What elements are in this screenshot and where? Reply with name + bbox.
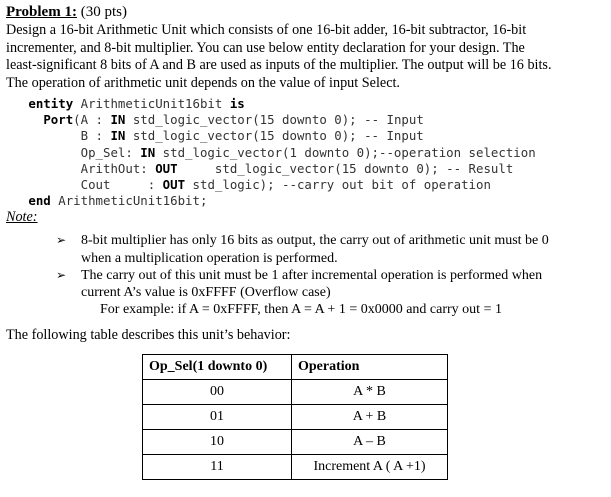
keyword-out: OUT — [155, 160, 178, 176]
operation-cell: A * B — [292, 380, 448, 405]
code-line-entity — [6, 96, 609, 112]
problem-description — [6, 22, 609, 92]
problem-points: (30 pts) — [76, 4, 127, 20]
problem-title: Problem 1: — [6, 4, 77, 20]
code-line-end — [6, 193, 609, 209]
code-line-port-a — [6, 112, 609, 128]
operation-cell: A + B — [292, 405, 448, 430]
op-sel-cell: 00 — [143, 380, 292, 405]
behavior-table — [142, 354, 448, 480]
note-bullet — [6, 232, 609, 266]
code-line-port-cout — [6, 177, 609, 193]
operation-cell: A – B — [292, 430, 448, 455]
table-intro: The following table describes this unit’s behavior: — [6, 327, 291, 344]
keyword-in: IN — [110, 112, 126, 128]
port-op-suffix: std_logic_vector(1 downto 0);--operation selection — [155, 144, 536, 160]
op-sel-cell: 10 — [143, 430, 292, 455]
port-op-prefix: Op_Sel: — [80, 144, 141, 160]
table-row — [143, 455, 448, 480]
description-line: The operation of arithmetic unit depends on the value of input Select. — [6, 74, 400, 91]
table-row — [143, 405, 448, 430]
description-line: Design a 16-bit Arithmetic Unit which consists of one 16-bit adder, 16-bit subtractor, 16-bit — [6, 22, 527, 38]
entity-name: ArithmeticUnit16bit — [73, 96, 230, 111]
port-arith-prefix: ArithOut: — [80, 160, 156, 176]
port-b-prefix: B : — [80, 128, 111, 144]
keyword-is: is — [229, 96, 245, 111]
keyword-port: Port — [43, 112, 74, 128]
bullet-line: The carry out of this unit must be 1 after incremental operation is performed when — [81, 267, 543, 283]
table-header-row — [143, 355, 448, 380]
description-line: incrementer, and 8-bit multiplier. You can use below entity declaration for your design. The — [6, 39, 525, 56]
description-line: least-significant 8 bits of A and B are used as inputs of the multiplier. The output will be 16 bits. — [6, 57, 552, 73]
keyword-entity: entity — [28, 96, 74, 111]
keyword-in: IN — [110, 128, 126, 144]
port-a-suffix: std_logic_vector(15 downto 0); -- Input — [125, 112, 424, 128]
op-sel-cell: 01 — [143, 405, 292, 430]
overflow-example: For example: if A = 0xFFFF, then A = A + 1 = 0x0000 and carry out = 1 — [100, 302, 502, 318]
arrow-bullet-icon: ➢ — [56, 267, 67, 282]
op-sel-cell: 11 — [143, 455, 292, 480]
note-bullet-list — [6, 232, 609, 301]
port-b-suffix: std_logic_vector(15 downto 0); -- Input — [125, 128, 424, 144]
note-bullet — [6, 267, 609, 301]
code-line-port-arithout — [6, 161, 609, 177]
bullet-line: 8-bit multiplier has only 16 bits as output, the carry out of arithmetic unit must be 0 — [81, 233, 549, 249]
entity-code-block — [6, 96, 609, 209]
bullet-line: current A’s value is 0xFFFF (Overflow case) — [81, 285, 331, 301]
port-cout-prefix: Cout : — [80, 177, 163, 193]
code-line-port-b — [6, 128, 609, 144]
operation-cell: Increment A ( A +1) — [292, 455, 448, 480]
arrow-bullet-icon: ➢ — [56, 233, 67, 248]
code-line-port-op-sel — [6, 145, 609, 161]
header-op-sel: Op_Sel(1 downto 0) — [143, 355, 292, 380]
keyword-in: IN — [140, 144, 156, 160]
document-page — [6, 2, 609, 480]
header-operation: Operation — [292, 355, 448, 380]
bullet-line: when a multiplication operation is performed. — [81, 250, 338, 266]
end-name: ArithmeticUnit16bit; — [50, 193, 208, 209]
port-cout-suffix: std_logic); --carry out bit of operation — [185, 177, 491, 193]
keyword-out: OUT — [162, 177, 186, 193]
port-arith-suffix: std_logic_vector(15 downto 0); -- Result — [177, 160, 514, 176]
keyword-end: end — [28, 193, 51, 209]
table-row — [143, 430, 448, 455]
note-label: Note: — [6, 209, 38, 226]
table-row — [143, 380, 448, 405]
problem-heading — [6, 2, 609, 22]
port-a-prefix: (A : — [73, 112, 111, 128]
